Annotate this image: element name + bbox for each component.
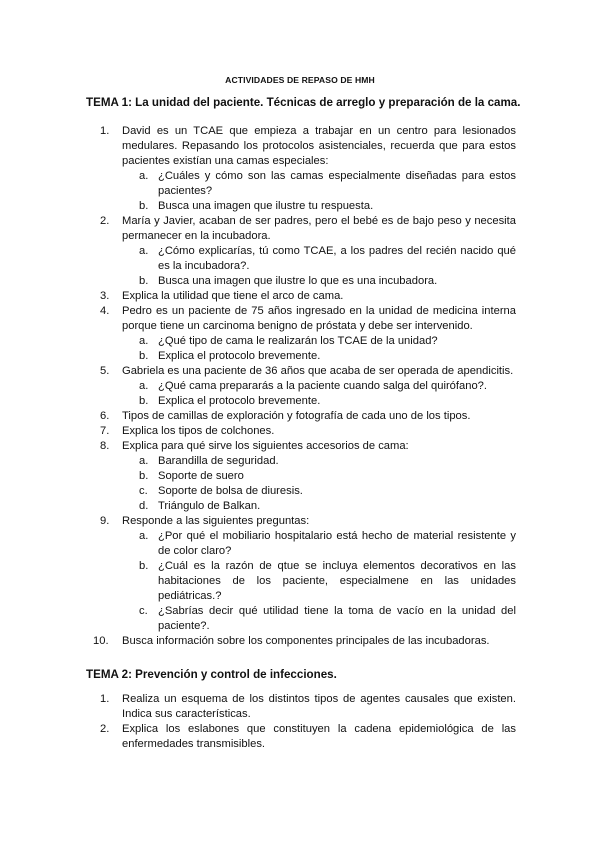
sub-list-item (122, 349, 516, 364)
list-item (0, 124, 516, 214)
item-number: 7. (100, 425, 110, 437)
item-number: 8. (100, 440, 110, 452)
sub-item-text: Busca una imagen que ilustre lo que es una incubadora. (158, 275, 438, 287)
item-text: Realiza un esquema de los distintos tipos de agentes causales que existen. Indica sus características. (122, 693, 516, 720)
sub-list-item (122, 379, 516, 394)
item-text: Gabriela es una paciente de 36 años que acaba de ser operada de apendicitis. (122, 365, 514, 377)
item-number: 10. (93, 635, 109, 647)
list-item (0, 409, 516, 424)
sub-list-item (122, 169, 516, 199)
sub-list (122, 454, 516, 514)
sub-item-letter: a. (139, 245, 149, 257)
list-item (0, 439, 516, 514)
item-number: 6. (100, 410, 110, 422)
sub-list (122, 334, 516, 364)
sub-item-text: ¿Cómo explicarías, tú como TCAE, a los padres del recién nacido qué es la incubadora?. (158, 245, 516, 272)
item-text: Tipos de camillas de exploración y fotografía de cada uno de los tipos. (122, 410, 471, 422)
item-number: 2. (100, 723, 110, 735)
sub-list-item (122, 469, 516, 484)
sub-list-item (122, 199, 516, 214)
section-title-tema-2: TEMA 2: Prevención y control de infecciones. (86, 668, 337, 681)
sub-list-item (122, 394, 516, 409)
sub-item-letter: a. (139, 335, 149, 347)
sub-item-text: ¿Cuál es la razón de qtue se incluya elementos decorativos en las habitaciones de los paciente, especialmene en las unidades pediátricas.? (158, 560, 516, 602)
sub-item-text: ¿Sabrías decir qué utilidad tiene la toma de vacío en la unidad del paciente?. (158, 605, 516, 632)
activity-list-tema-2 (0, 692, 516, 752)
sub-list (122, 169, 516, 214)
item-number: 4. (100, 305, 110, 317)
sub-item-text: Barandilla de seguridad. (158, 455, 279, 467)
sub-item-letter: b. (139, 395, 149, 407)
sub-item-letter: a. (139, 380, 149, 392)
sub-item-text: Soporte de bolsa de diuresis. (158, 485, 303, 497)
item-text: Pedro es un paciente de 75 años ingresado en la unidad de medicina interna porque tiene un carcinoma benigno de próstata y debe ser intervenido. (122, 305, 516, 332)
sub-list-item (122, 559, 516, 604)
item-number: 1. (100, 693, 110, 705)
sub-list (122, 379, 516, 409)
sub-item-text: ¿Qué tipo de cama le realizarán los TCAE de la unidad? (158, 335, 438, 347)
activity-list-tema-1 (0, 124, 516, 649)
item-text: Explica la utilidad que tiene el arco de cama. (122, 290, 344, 302)
sub-item-text: Explica el protocolo brevemente. (158, 395, 321, 407)
sub-list-item (122, 529, 516, 559)
sub-list-item (122, 334, 516, 349)
list-item (0, 214, 516, 289)
sub-item-text: ¿Qué cama prepararás a la paciente cuando salga del quirófano?. (158, 380, 487, 392)
sub-list (122, 244, 516, 289)
item-text: Explica los eslabones que constituyen la cadena epidemiológica de las enfermedades transmisibles. (122, 723, 516, 750)
sub-item-letter: a. (139, 170, 149, 182)
sub-list-item (122, 604, 516, 634)
item-number: 5. (100, 365, 110, 377)
sub-list-item (122, 454, 516, 469)
sub-item-letter: c. (139, 605, 148, 617)
sub-item-letter: b. (139, 275, 149, 287)
sub-item-letter: b. (139, 470, 149, 482)
section-title-tema-1: TEMA 1: La unidad del paciente. Técnicas de arreglo y preparación de la cama. (86, 96, 521, 109)
list-item (0, 634, 516, 649)
list-item (0, 364, 516, 409)
sub-list-item (122, 274, 516, 289)
list-item (0, 722, 516, 752)
sub-item-text: Triángulo de Balkan. (158, 500, 261, 512)
sub-item-letter: a. (139, 455, 149, 467)
sub-item-letter: b. (139, 200, 149, 212)
sub-item-text: Explica el protocolo brevemente. (158, 350, 321, 362)
sub-item-letter: b. (139, 350, 149, 362)
list-item (0, 289, 516, 304)
item-number: 3. (100, 290, 110, 302)
sub-item-text: ¿Cuáles y cómo son las camas especialmente diseñadas para estos pacientes? (158, 170, 516, 197)
item-text: María y Javier, acaban de ser padres, pero el bebé es de bajo peso y necesita permanecer en la incubadora. (122, 215, 516, 242)
sub-item-letter: c. (139, 485, 148, 497)
sub-item-text: Soporte de suero (158, 470, 244, 482)
sub-list (122, 529, 516, 634)
sub-item-text: ¿Por qué el mobiliario hospitalario está hecho de material resistente y de color claro? (158, 530, 516, 557)
sub-list-item (122, 499, 516, 514)
item-text: Responde a las siguientes preguntas: (122, 515, 310, 527)
sub-list-item (122, 244, 516, 274)
list-item (0, 304, 516, 364)
item-text: Explica para qué sirve los siguientes accesorios de cama: (122, 440, 409, 452)
item-number: 1. (100, 125, 110, 137)
item-number: 2. (100, 215, 110, 227)
list-item (0, 692, 516, 722)
item-text: Explica los tipos de colchones. (122, 425, 275, 437)
document-title: ACTIVIDADES DE REPASO DE HMH (225, 75, 375, 85)
list-item (0, 424, 516, 439)
list-item (0, 514, 516, 634)
sub-item-text: Busca una imagen que ilustre tu respuesta. (158, 200, 374, 212)
item-number: 9. (100, 515, 110, 527)
sub-list-item (122, 484, 516, 499)
sub-item-letter: b. (139, 560, 149, 572)
item-text: David es un TCAE que empieza a trabajar en un centro para lesionados medulares. Repasando los protocolos asistenciales, recuerda que para estos pacientes existían una camas especiales: (122, 125, 516, 167)
item-text: Busca información sobre los componentes principales de las incubadoras. (122, 635, 490, 647)
sub-item-letter: a. (139, 530, 149, 542)
sub-item-letter: d. (139, 500, 149, 512)
